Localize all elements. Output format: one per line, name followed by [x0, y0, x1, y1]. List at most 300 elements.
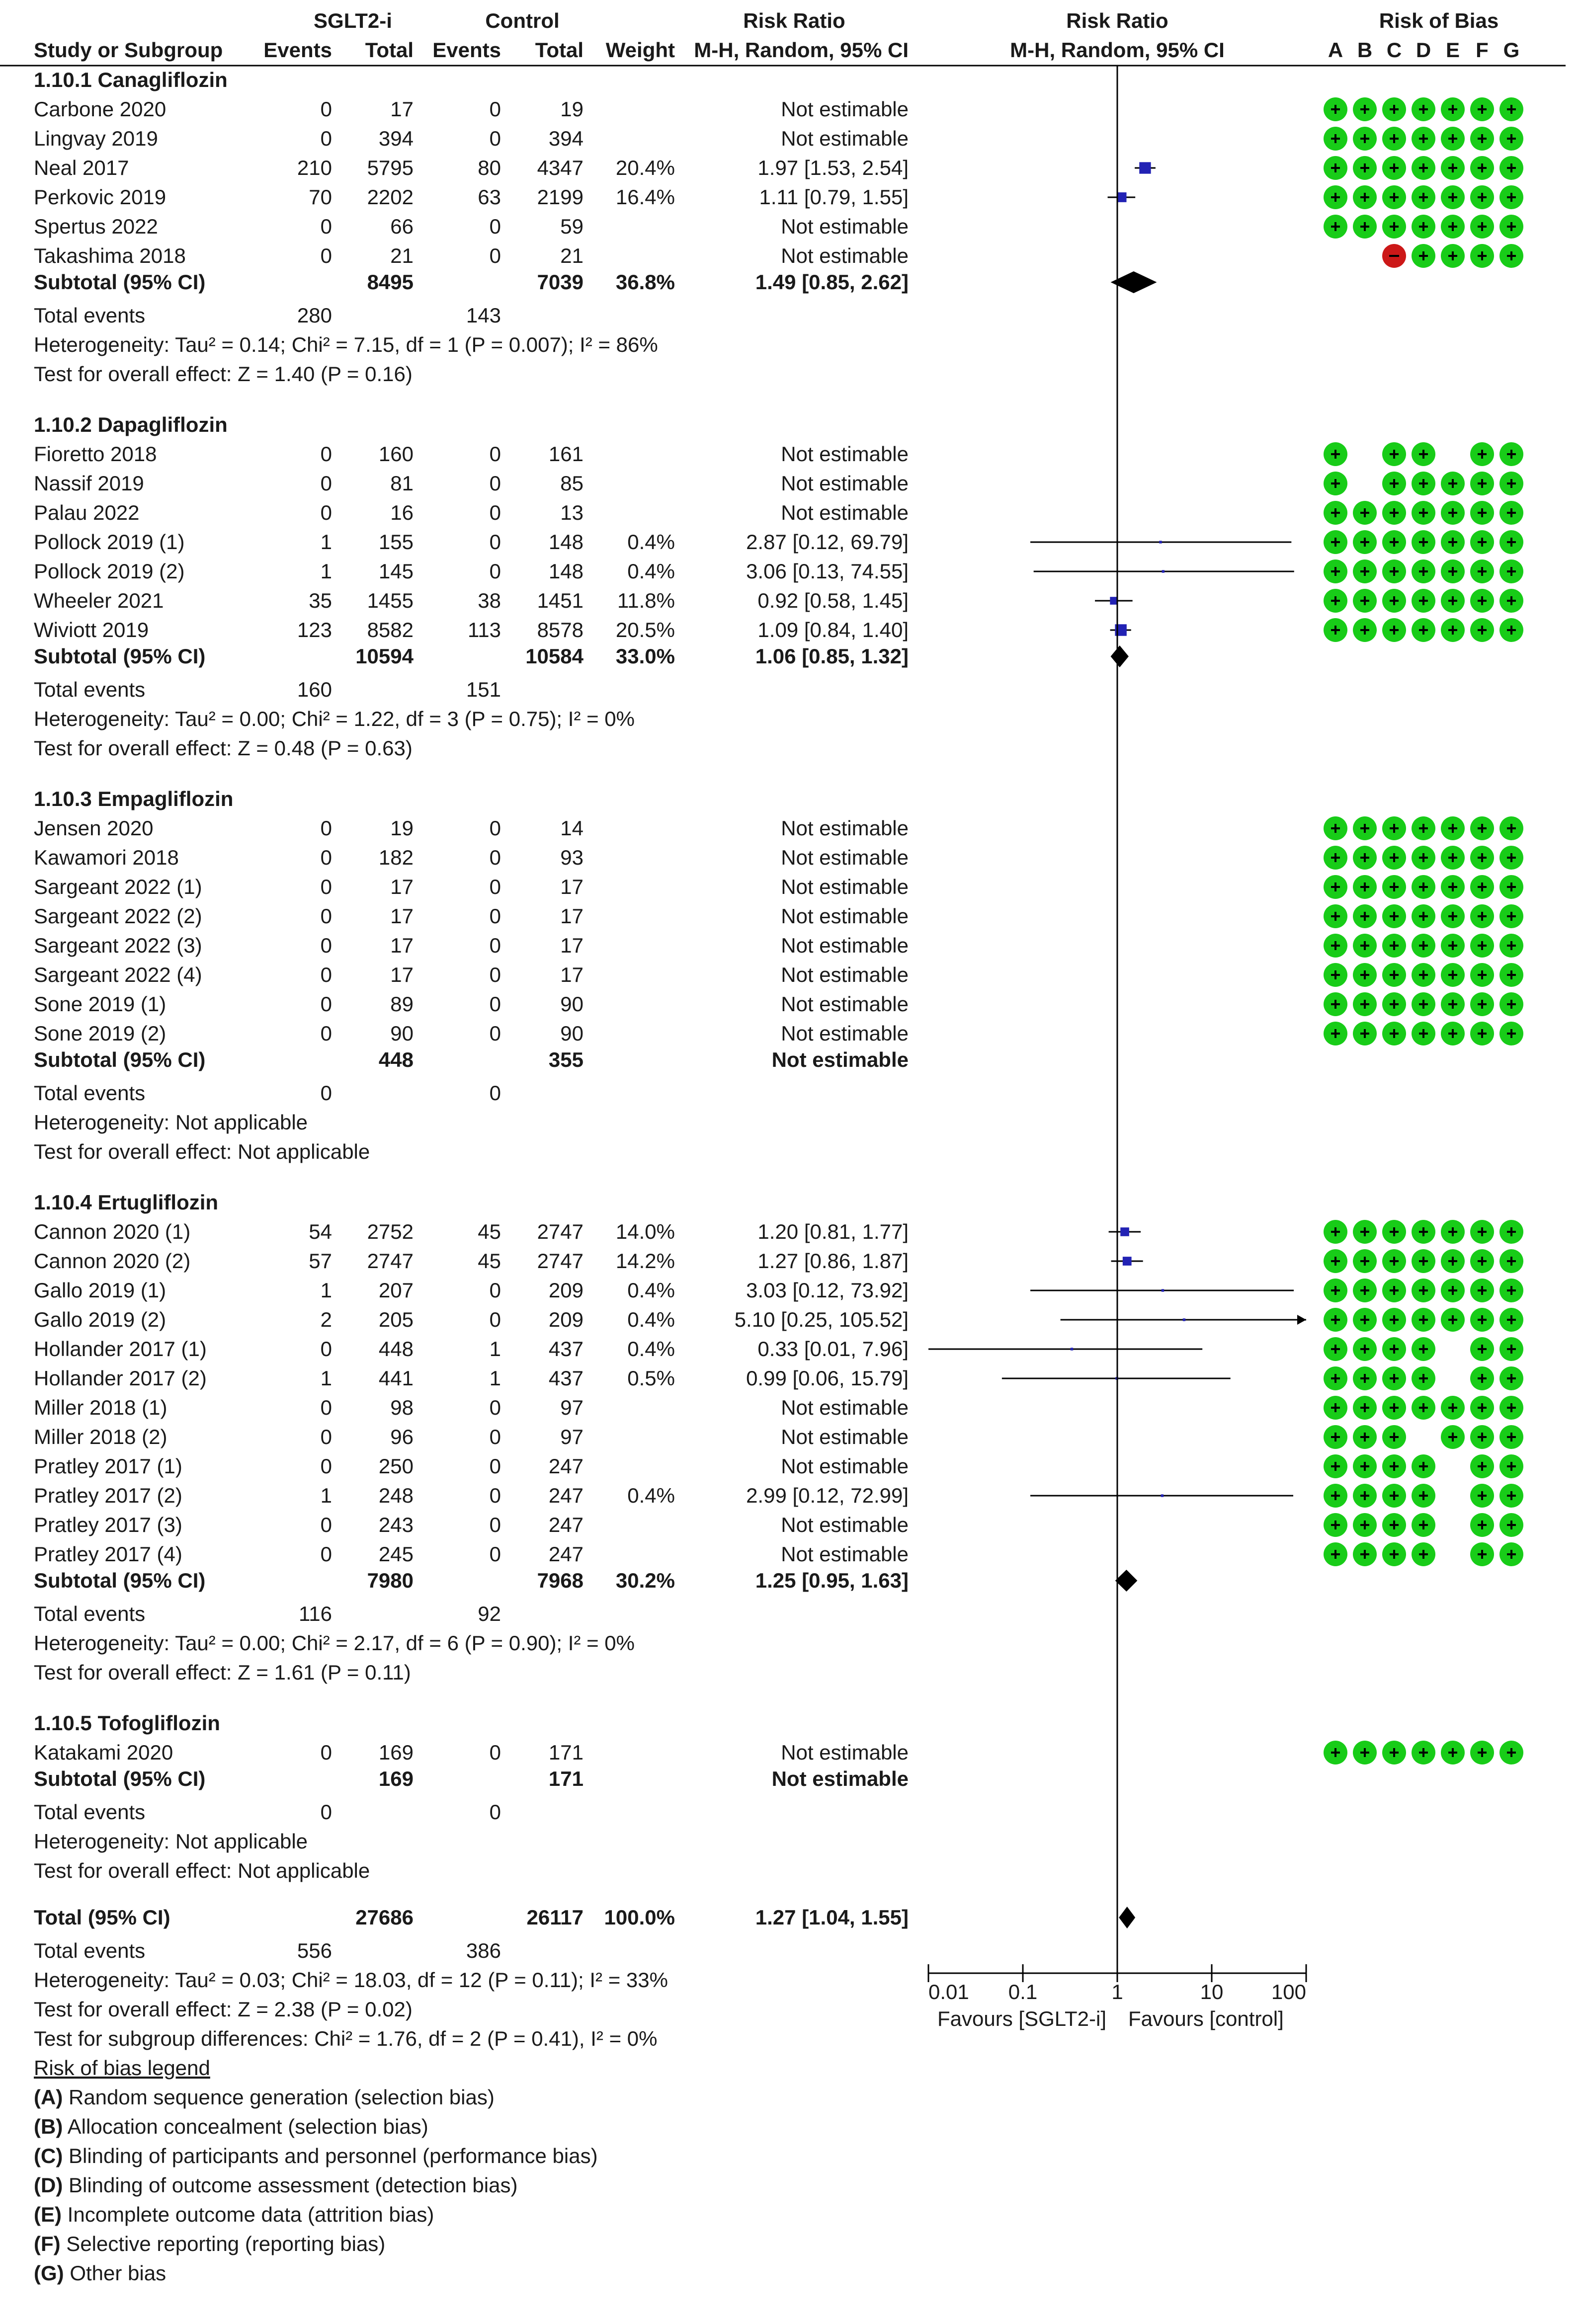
rob-low-icon	[1499, 530, 1523, 554]
header-total-2: Total	[535, 38, 583, 62]
rob-low-icon	[1499, 1454, 1523, 1478]
study-events-2: 45	[478, 1249, 501, 1273]
header-events-2: Events	[432, 38, 501, 62]
x-axis-tick-label: 0.01	[928, 1980, 969, 2003]
rob-low-icon	[1441, 904, 1465, 928]
study-total-1: 243	[378, 1513, 414, 1536]
study-total-2: 247	[548, 1513, 583, 1536]
rob-low-icon	[1382, 1741, 1406, 1764]
rob-low-icon	[1412, 472, 1435, 495]
study-name: Gallo 2019 (2)	[34, 1308, 167, 1331]
rob-low-icon	[1499, 1542, 1523, 1566]
study-total-2: 90	[560, 992, 583, 1016]
study-total-1: 17	[390, 934, 414, 957]
rob-column-A: A	[1328, 38, 1343, 62]
rob-low-icon	[1441, 618, 1465, 642]
study-weight: 20.4%	[615, 156, 675, 179]
study-weight: 16.4%	[615, 185, 675, 209]
rob-low-icon	[1441, 530, 1465, 554]
subtotal-ci: Not estimable	[771, 1767, 909, 1790]
study-total-2: 209	[548, 1279, 583, 1302]
study-total-1: 160	[378, 442, 414, 466]
study-events-2: 0	[489, 1396, 501, 1419]
total-events-2: 0	[489, 1081, 501, 1105]
subtotal-label: Subtotal (95% CI)	[34, 270, 206, 294]
rob-low-icon	[1499, 442, 1523, 466]
study-name: Sargeant 2022 (3)	[34, 934, 202, 957]
study-ci: Not estimable	[781, 963, 909, 986]
rob-low-icon	[1470, 156, 1494, 180]
rob-low-icon	[1324, 934, 1347, 958]
subtotal-ci: Not estimable	[771, 1048, 909, 1071]
study-total-1: 17	[390, 97, 414, 121]
rob-low-icon	[1353, 1425, 1377, 1449]
study-name: Hollander 2017 (1)	[34, 1337, 207, 1361]
total-events-2: 92	[478, 1602, 501, 1625]
total-events-label: Total events	[34, 304, 146, 327]
study-name: Wheeler 2021	[34, 589, 164, 612]
subgroup-title: 1.10.1 Canagliflozin	[34, 68, 228, 91]
rob-low-icon	[1499, 1337, 1523, 1361]
subtotal-weight: 36.8%	[615, 270, 675, 294]
rob-low-icon	[1353, 1513, 1377, 1537]
study-point	[1120, 1227, 1129, 1236]
rob-low-icon	[1324, 1366, 1347, 1390]
study-name: Cannon 2020 (1)	[34, 1220, 191, 1243]
study-name: Miller 2018 (1)	[34, 1396, 167, 1419]
subtotal-total-2: 171	[548, 1767, 583, 1790]
study-weight: 0.4%	[627, 530, 675, 554]
rob-low-icon	[1412, 215, 1435, 239]
study-total-1: 98	[390, 1396, 414, 1419]
study-weight: 20.5%	[615, 618, 675, 641]
rob-low-icon	[1382, 618, 1406, 642]
rob-low-icon	[1324, 1396, 1347, 1420]
study-events-1: 54	[309, 1220, 332, 1243]
study-ci: 0.33 [0.01, 7.96]	[757, 1337, 909, 1361]
total-events-2: 143	[466, 304, 501, 327]
rob-low-icon	[1499, 846, 1523, 870]
total-events-1: 160	[297, 678, 332, 701]
rob-low-icon	[1412, 1366, 1435, 1390]
rob-legend-item: (B) Allocation concealment (selection bias)	[34, 2115, 428, 2138]
study-events-2: 0	[489, 1741, 501, 1764]
rob-low-icon	[1353, 589, 1377, 613]
study-events-2: 0	[489, 1022, 501, 1045]
study-total-1: 66	[390, 215, 414, 238]
rob-low-icon	[1441, 1249, 1465, 1273]
study-total-1: 448	[378, 1337, 414, 1361]
study-point	[1117, 192, 1127, 202]
study-point	[1162, 570, 1165, 572]
rob-low-icon	[1382, 215, 1406, 239]
rob-low-icon	[1499, 560, 1523, 583]
rob-low-icon	[1353, 97, 1377, 121]
rob-low-icon	[1499, 97, 1523, 121]
study-ci: Not estimable	[781, 934, 909, 957]
rob-low-icon	[1324, 1022, 1347, 1045]
study-name: Gallo 2019 (1)	[34, 1279, 167, 1302]
rob-low-icon	[1324, 875, 1347, 899]
overall-effect-text: Test for overall effect: Z = 1.40 (P = 0.16)	[34, 362, 413, 386]
study-weight: 0.4%	[627, 1279, 675, 1302]
study-ci: 2.87 [0.12, 69.79]	[746, 530, 909, 554]
study-name: Lingvay 2019	[34, 127, 158, 150]
rob-low-icon	[1353, 816, 1377, 840]
study-total-2: 93	[560, 846, 583, 869]
subtotal-total-1: 169	[378, 1767, 414, 1790]
study-total-2: 17	[560, 904, 583, 928]
study-events-1: 0	[320, 472, 332, 495]
subtotal-total-2: 7039	[537, 270, 583, 294]
rob-low-icon	[1499, 1484, 1523, 1508]
total-events-1: 280	[297, 304, 332, 327]
rob-low-icon	[1412, 156, 1435, 180]
rob-low-icon	[1499, 1425, 1523, 1449]
study-events-2: 0	[489, 97, 501, 121]
total-diamond	[1119, 1907, 1135, 1928]
rob-low-icon	[1324, 618, 1347, 642]
rob-low-icon	[1412, 1741, 1435, 1764]
rob-low-icon	[1412, 127, 1435, 151]
study-total-2: 14	[560, 816, 583, 840]
study-events-2: 0	[489, 875, 501, 898]
overall-effect-text: Test for overall effect: Z = 2.38 (P = 0.02)	[34, 1998, 413, 2021]
study-weight: 14.2%	[615, 1249, 675, 1273]
study-events-2: 80	[478, 156, 501, 179]
header-events-1: Events	[263, 38, 332, 62]
ci-arrow-icon	[1297, 1315, 1306, 1325]
study-events-2: 63	[478, 185, 501, 209]
rob-low-icon	[1412, 963, 1435, 987]
study-total-2: 1451	[537, 589, 583, 612]
rob-low-icon	[1324, 1741, 1347, 1764]
rob-low-icon	[1324, 530, 1347, 554]
study-ci: 5.10 [0.25, 105.52]	[734, 1308, 909, 1331]
rob-low-icon	[1412, 1396, 1435, 1420]
study-events-1: 35	[309, 589, 332, 612]
study-events-1: 0	[320, 816, 332, 840]
rob-low-icon	[1412, 185, 1435, 209]
rob-low-icon	[1441, 215, 1465, 239]
rob-low-icon	[1499, 215, 1523, 239]
rob-column-C: C	[1386, 38, 1402, 62]
study-events-1: 0	[320, 127, 332, 150]
study-name: Pratley 2017 (2)	[34, 1484, 182, 1507]
study-total-2: 394	[548, 127, 583, 150]
total-events-2: 386	[466, 1939, 501, 1962]
study-name: Pratley 2017 (3)	[34, 1513, 182, 1536]
rob-low-icon	[1382, 875, 1406, 899]
header-group2: Control	[485, 9, 560, 32]
rob-low-icon	[1353, 156, 1377, 180]
rob-low-icon	[1470, 1279, 1494, 1302]
rob-low-icon	[1382, 1542, 1406, 1566]
rob-low-icon	[1382, 1513, 1406, 1537]
study-weight: 14.0%	[615, 1220, 675, 1243]
rob-low-icon	[1470, 442, 1494, 466]
rob-low-icon	[1353, 1484, 1377, 1508]
rob-low-icon	[1499, 1022, 1523, 1045]
study-name: Jensen 2020	[34, 816, 154, 840]
rob-low-icon	[1499, 875, 1523, 899]
study-total-2: 4347	[537, 156, 583, 179]
rob-low-icon	[1412, 816, 1435, 840]
rob-low-icon	[1470, 1425, 1494, 1449]
rob-low-icon	[1412, 1542, 1435, 1566]
rob-low-icon	[1382, 1337, 1406, 1361]
study-ci: Not estimable	[781, 816, 909, 840]
study-events-2: 0	[489, 530, 501, 554]
study-name: Sargeant 2022 (2)	[34, 904, 202, 928]
rob-low-icon	[1470, 1484, 1494, 1508]
study-total-2: 85	[560, 472, 583, 495]
study-name: Fioretto 2018	[34, 442, 157, 466]
study-ci: Not estimable	[781, 127, 909, 150]
rob-column-G: G	[1503, 38, 1520, 62]
study-name: Pollock 2019 (2)	[34, 560, 185, 583]
study-total-1: 17	[390, 963, 414, 986]
rob-low-icon	[1470, 992, 1494, 1016]
rob-low-icon	[1382, 1454, 1406, 1478]
total-events-1: 556	[297, 1939, 332, 1962]
study-ci: 2.99 [0.12, 72.99]	[746, 1484, 909, 1507]
rob-low-icon	[1382, 992, 1406, 1016]
rob-low-icon	[1441, 934, 1465, 958]
study-events-1: 0	[320, 992, 332, 1016]
rob-low-icon	[1324, 1249, 1347, 1273]
rob-low-icon	[1499, 816, 1523, 840]
subtotal-total-1: 7980	[367, 1569, 414, 1592]
subtotal-label: Subtotal (95% CI)	[34, 1767, 206, 1790]
rob-low-icon	[1353, 1249, 1377, 1273]
study-events-2: 0	[489, 904, 501, 928]
study-point	[1139, 162, 1151, 173]
rob-low-icon	[1499, 1279, 1523, 1302]
rob-low-icon	[1470, 127, 1494, 151]
header-group1: SGLT2-i	[314, 9, 392, 32]
rob-low-icon	[1324, 560, 1347, 583]
rob-low-icon	[1470, 97, 1494, 121]
subtotal-total-1: 448	[378, 1048, 414, 1071]
rob-low-icon	[1324, 846, 1347, 870]
study-name: Spertus 2022	[34, 215, 158, 238]
study-ci: 1.11 [0.79, 1.55]	[759, 185, 909, 209]
study-name: Takashima 2018	[34, 244, 186, 267]
rob-low-icon	[1499, 618, 1523, 642]
rob-low-icon	[1412, 1513, 1435, 1537]
subtotal-diamond	[1115, 1570, 1138, 1592]
rob-low-icon	[1353, 963, 1377, 987]
rob-low-icon	[1353, 1279, 1377, 1302]
study-total-1: 90	[390, 1022, 414, 1045]
rob-low-icon	[1382, 589, 1406, 613]
study-weight: 0.4%	[627, 1484, 675, 1507]
header-method-plot: M-H, Random, 95% CI	[1010, 38, 1225, 62]
rob-low-icon	[1382, 156, 1406, 180]
study-total-2: 161	[548, 442, 583, 466]
rob-low-icon	[1499, 127, 1523, 151]
subgroup-title: 1.10.5 Tofogliflozin	[34, 1711, 220, 1735]
subtotal-total-2: 355	[548, 1048, 583, 1071]
rob-low-icon	[1382, 934, 1406, 958]
rob-low-icon	[1353, 934, 1377, 958]
rob-low-icon	[1353, 618, 1377, 642]
study-total-1: 441	[378, 1366, 414, 1390]
rob-low-icon	[1470, 963, 1494, 987]
header-risk-ratio: Risk Ratio	[743, 9, 845, 32]
rob-low-icon	[1324, 1308, 1347, 1332]
study-events-1: 1	[320, 560, 332, 583]
rob-low-icon	[1324, 156, 1347, 180]
study-events-2: 0	[489, 992, 501, 1016]
study-events-1: 1	[320, 1279, 332, 1302]
study-name: Pratley 2017 (4)	[34, 1542, 182, 1566]
study-total-1: 182	[378, 846, 414, 869]
study-total-2: 2747	[537, 1249, 583, 1273]
overall-effect-text: Test for overall effect: Not applicable	[34, 1140, 370, 1163]
total-events-label: Total events	[34, 1800, 146, 1824]
rob-low-icon	[1470, 934, 1494, 958]
study-total-2: 13	[560, 501, 583, 524]
rob-low-icon	[1353, 185, 1377, 209]
study-weight: 0.4%	[627, 560, 675, 583]
study-total-2: 247	[548, 1542, 583, 1566]
study-events-1: 0	[320, 1454, 332, 1478]
rob-low-icon	[1441, 1741, 1465, 1764]
study-total-1: 5795	[367, 156, 414, 179]
study-name: Perkovic 2019	[34, 185, 167, 209]
study-point	[1159, 541, 1162, 543]
study-ci: Not estimable	[781, 442, 909, 466]
study-events-1: 0	[320, 1542, 332, 1566]
study-total-1: 155	[378, 530, 414, 554]
study-ci: 0.99 [0.06, 15.79]	[746, 1366, 909, 1390]
subgroup-title: 1.10.2 Dapagliflozin	[34, 413, 228, 436]
subtotal-weight: 30.2%	[615, 1569, 675, 1592]
total-events-label: Total events	[34, 1939, 146, 1962]
study-ci: 1.09 [0.84, 1.40]	[757, 618, 909, 641]
rob-low-icon	[1382, 1396, 1406, 1420]
rob-low-icon	[1382, 1249, 1406, 1273]
rob-low-icon	[1382, 1366, 1406, 1390]
subtotal-ci: 1.49 [0.85, 2.62]	[755, 270, 909, 294]
rob-low-icon	[1412, 1308, 1435, 1332]
study-ci: 1.27 [0.86, 1.87]	[757, 1249, 909, 1273]
study-events-1: 70	[309, 185, 332, 209]
rob-low-icon	[1382, 904, 1406, 928]
study-events-1: 1	[320, 530, 332, 554]
study-ci: 1.20 [0.81, 1.77]	[757, 1220, 909, 1243]
rob-legend-item: (D) Blinding of outcome assessment (detection bias)	[34, 2173, 518, 2197]
study-ci: Not estimable	[781, 875, 909, 898]
subgroup-title: 1.10.4 Ertugliflozin	[34, 1191, 219, 1214]
rob-low-icon	[1382, 846, 1406, 870]
study-total-2: 17	[560, 963, 583, 986]
rob-low-icon	[1324, 816, 1347, 840]
rob-low-icon	[1412, 560, 1435, 583]
rob-low-icon	[1470, 1220, 1494, 1244]
study-events-1: 0	[320, 501, 332, 524]
rob-low-icon	[1499, 1366, 1523, 1390]
subtotal-ci: 1.06 [0.85, 1.32]	[755, 644, 909, 668]
study-events-2: 113	[468, 618, 501, 641]
rob-low-icon	[1470, 816, 1494, 840]
study-ci: Not estimable	[781, 1425, 909, 1448]
study-total-2: 19	[560, 97, 583, 121]
study-total-1: 16	[390, 501, 414, 524]
rob-low-icon	[1441, 1220, 1465, 1244]
rob-low-icon	[1470, 501, 1494, 525]
study-total-1: 8582	[367, 618, 414, 641]
study-events-2: 0	[489, 1308, 501, 1331]
study-point	[1071, 1348, 1073, 1350]
rob-low-icon	[1353, 530, 1377, 554]
rob-low-icon	[1412, 1279, 1435, 1302]
study-total-2: 437	[548, 1366, 583, 1390]
study-events-1: 0	[320, 1425, 332, 1448]
rob-low-icon	[1412, 1022, 1435, 1045]
rob-column-F: F	[1476, 38, 1489, 62]
rob-low-icon	[1353, 992, 1377, 1016]
rob-low-icon	[1470, 185, 1494, 209]
total-events-label: Total events	[34, 678, 146, 701]
study-total-2: 148	[548, 530, 583, 554]
study-ci: 3.06 [0.13, 74.55]	[746, 560, 909, 583]
rob-low-icon	[1441, 156, 1465, 180]
rob-low-icon	[1441, 501, 1465, 525]
rob-low-icon	[1499, 1308, 1523, 1332]
rob-low-icon	[1470, 1454, 1494, 1478]
rob-low-icon	[1353, 1022, 1377, 1045]
rob-low-icon	[1470, 1741, 1494, 1764]
study-events-2: 0	[489, 934, 501, 957]
rob-low-icon	[1412, 589, 1435, 613]
study-name: Sone 2019 (1)	[34, 992, 167, 1016]
study-ci: Not estimable	[781, 1542, 909, 1566]
rob-low-icon	[1470, 846, 1494, 870]
study-total-1: 250	[378, 1454, 414, 1478]
rob-low-icon	[1499, 185, 1523, 209]
rob-low-icon	[1324, 501, 1347, 525]
rob-low-icon	[1499, 1220, 1523, 1244]
study-weight: 0.5%	[627, 1366, 675, 1390]
rob-low-icon	[1499, 904, 1523, 928]
study-name: Carbone 2020	[34, 97, 167, 121]
study-events-1: 0	[320, 934, 332, 957]
study-total-2: 97	[560, 1396, 583, 1419]
study-events-1: 0	[320, 442, 332, 466]
study-weight: 11.8%	[617, 589, 675, 612]
rob-low-icon	[1324, 442, 1347, 466]
x-axis-tick-label: 10	[1200, 1980, 1224, 2003]
total-total-1: 27686	[355, 1906, 414, 1929]
study-total-2: 247	[548, 1454, 583, 1478]
rob-low-icon	[1470, 1249, 1494, 1273]
rob-low-icon	[1470, 589, 1494, 613]
study-events-2: 38	[478, 589, 501, 612]
rob-low-icon	[1441, 1279, 1465, 1302]
rob-low-icon	[1499, 244, 1523, 268]
study-events-1: 123	[297, 618, 332, 641]
rob-low-icon	[1412, 992, 1435, 1016]
study-total-2: 17	[560, 875, 583, 898]
rob-low-icon	[1470, 1337, 1494, 1361]
heterogeneity-text: Heterogeneity: Tau² = 0.14; Chi² = 7.15, df = 1 (P = 0.007); I² = 86%	[34, 333, 658, 356]
study-events-1: 210	[297, 156, 332, 179]
rob-low-icon	[1470, 1542, 1494, 1566]
study-total-1: 17	[390, 875, 414, 898]
